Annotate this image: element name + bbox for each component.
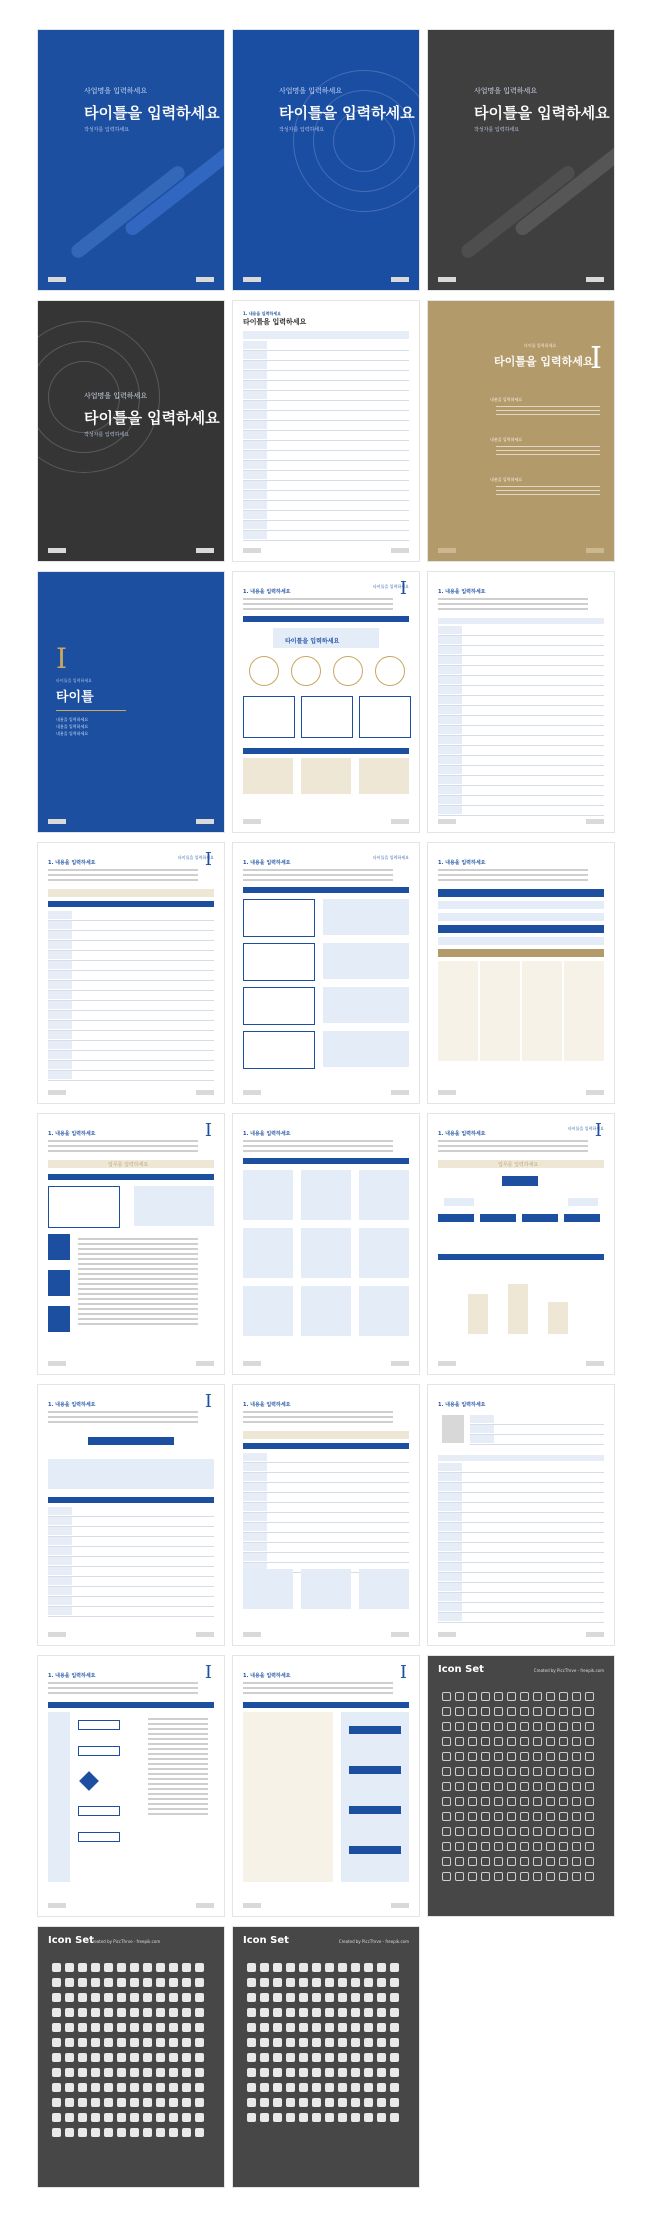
page-footer (48, 1090, 214, 1095)
content-box (323, 1031, 409, 1067)
doc-roman: I (204, 1120, 212, 1141)
cover-title: 타이틀을 입력하세요 (279, 104, 415, 122)
content-box (301, 696, 353, 738)
cover-subtitle: 사업명을 입력하세요 (84, 392, 148, 400)
doc-page-resume[interactable] (428, 1385, 614, 1645)
process-node (78, 1806, 120, 1816)
cover-page-gray[interactable] (428, 30, 614, 290)
icon-set-page-2[interactable] (38, 1927, 224, 2187)
circle-step (291, 656, 321, 686)
flow-box (134, 1186, 214, 1226)
podium (468, 1294, 488, 1334)
table-header (438, 1455, 604, 1461)
chapter-subtitle: 타이틀을 입력하세요 (56, 678, 93, 683)
doc-page-circles[interactable] (233, 572, 419, 832)
section-band (48, 1174, 214, 1180)
cover-subtitle: 사업명을 입력하세요 (84, 87, 148, 95)
icon-grid (247, 1963, 407, 2122)
icon-set-credit: Created by PiccThrve - freepik.com (338, 1939, 409, 1944)
doc-page-compare[interactable] (233, 1656, 419, 1916)
section-band (243, 616, 409, 622)
doc-page-finance[interactable] (233, 1385, 419, 1645)
table-rows (48, 911, 214, 1081)
section-band (243, 1443, 409, 1449)
toc-heading: 내용을 입력하세요 (490, 397, 523, 402)
profile-card (243, 1170, 293, 1220)
body-text-lines (243, 1682, 393, 1697)
icon-set-page-1[interactable] (428, 1656, 614, 1916)
page-footer (243, 1090, 409, 1095)
doc-roman: I (204, 1391, 212, 1412)
circle-step (333, 656, 363, 686)
process-node (78, 1720, 120, 1730)
table-rows (243, 1453, 409, 1573)
doc-page-profiles[interactable] (233, 1114, 419, 1374)
content-box (323, 943, 409, 979)
podium (508, 1284, 528, 1334)
cover-page-blue-rings[interactable] (233, 30, 419, 290)
compare-column (341, 1712, 409, 1882)
chapter-items (56, 716, 88, 737)
icon-set-title: Icon Set (48, 1935, 94, 1946)
icon-grid (52, 1963, 212, 2137)
chapter-item: 내용을 입력하세요 (56, 731, 89, 736)
doc-section: 1. 내용을 입력하세요 (243, 589, 291, 595)
profile-card (359, 1170, 409, 1220)
body-text-lines (48, 1411, 198, 1426)
org-node (480, 1214, 516, 1222)
cover-subtitle: 사업명을 입력하세요 (474, 87, 538, 95)
table-rows (48, 1507, 214, 1617)
cover-tagline: 작성자를 입력하세요 (474, 127, 520, 133)
doc-page-org[interactable] (428, 1114, 614, 1374)
process-column (48, 1712, 70, 1882)
toc-section (490, 437, 600, 458)
content-box (243, 943, 315, 981)
doc-page-grid[interactable] (38, 1385, 224, 1645)
body-text-lines (48, 1140, 198, 1155)
toc-section (490, 477, 600, 498)
doc-section: 1. 내용을 입력하세요 (48, 1402, 96, 1408)
template-preview-grid (38, 30, 614, 2187)
column-box (480, 961, 520, 1061)
flow-step (48, 1234, 70, 1260)
section-band (243, 887, 409, 893)
flow-step (48, 1306, 70, 1332)
doc-section: 1. 내용을 입력하세요 (48, 1673, 96, 1679)
toc-title: 타이틀을 입력하세요 (494, 355, 594, 368)
section-band (438, 1254, 604, 1260)
icon-grid (442, 1692, 602, 1881)
org-node (568, 1198, 598, 1206)
body-text-lines (48, 869, 198, 884)
body-text-lines (243, 1411, 393, 1426)
icon-set-title: Icon Set (438, 1664, 484, 1675)
doc-section: 1. 내용을 입력하세요 (438, 589, 486, 595)
table-page-title: 타이틀을 입력하세요 (243, 318, 307, 326)
section-band (243, 1702, 409, 1708)
doc-header: 타이틀을 입력하세요 (177, 855, 214, 860)
table-rows (438, 1463, 604, 1623)
page-footer (438, 277, 604, 282)
chapter-title: 타이틀 (56, 690, 94, 705)
toc-heading: 내용을 입력하세요 (490, 477, 523, 482)
profile-card (359, 1286, 409, 1336)
doc-header: 타이틀을 입력하세요 (567, 1126, 604, 1131)
avatar (442, 1415, 464, 1443)
column-box (438, 961, 478, 1061)
tan-box (301, 758, 351, 794)
content-box (359, 696, 411, 738)
org-top (502, 1176, 538, 1186)
chapter-page-blue[interactable] (38, 572, 224, 832)
section-band (243, 748, 409, 754)
content-box (243, 696, 295, 738)
page-footer (243, 1632, 409, 1637)
flow-step (48, 1270, 70, 1296)
table-page[interactable] (233, 301, 419, 561)
section-band (48, 901, 214, 907)
page-footer (438, 1632, 604, 1637)
table-header (438, 618, 604, 624)
compare-item (349, 1806, 401, 1814)
toc-heading: 내용을 입력하세요 (490, 437, 523, 442)
page-footer (48, 548, 214, 553)
page-footer (438, 1361, 604, 1366)
roman-numeral: I (590, 341, 602, 376)
table-page-caption: 1. 내용을 입력하세요 (243, 311, 281, 316)
decision-node (79, 1771, 99, 1791)
column-box (522, 961, 562, 1061)
page-footer (48, 1632, 214, 1637)
page-footer (438, 819, 604, 824)
divider (56, 710, 126, 711)
flow-box (48, 1186, 120, 1228)
toc-page-gold[interactable] (428, 301, 614, 561)
stack-bar (438, 889, 604, 897)
page-footer (243, 548, 409, 553)
chart-card (301, 1569, 351, 1609)
table-header (243, 331, 409, 339)
doc-section: 1. 내용을 입력하세요 (243, 1131, 291, 1137)
compare-column (243, 1712, 333, 1882)
profile-card (301, 1170, 351, 1220)
org-node (522, 1214, 558, 1222)
doc-page-table[interactable] (428, 572, 614, 832)
column-box (564, 961, 604, 1061)
profile-card (243, 1286, 293, 1336)
page-footer (48, 277, 214, 282)
body-text-lines (48, 1682, 198, 1697)
doc-roman: I (594, 1120, 602, 1141)
body-text-lines (243, 1140, 393, 1155)
content-box (243, 987, 315, 1025)
decorative-streak (459, 163, 578, 260)
header-bar (88, 1437, 174, 1445)
section-band (48, 1497, 214, 1503)
cover-tagline: 작성자를 입력하세요 (84, 432, 130, 438)
cover-page-dark-rings[interactable] (38, 301, 224, 561)
cover-tagline: 작성자를 입력하세요 (84, 127, 130, 133)
circle-step (375, 656, 405, 686)
cover-title: 타이틀을 입력하세요 (84, 409, 220, 427)
compare-item (349, 1726, 401, 1734)
org-node (444, 1198, 474, 1206)
page-footer (243, 819, 409, 824)
chapter-roman: I (56, 642, 68, 675)
profile-card (243, 1228, 293, 1278)
doc-roman: I (204, 1662, 212, 1683)
process-node (78, 1832, 120, 1842)
cover-title: 타이틀을 입력하세요 (474, 104, 610, 122)
doc-page-stack[interactable] (428, 843, 614, 1103)
big-title: 타이틀을 입력하세요 (285, 638, 340, 645)
body-text-lines (438, 598, 588, 613)
page-footer (48, 1361, 214, 1366)
doc-roman: I (399, 1662, 407, 1683)
page-footer (243, 1903, 409, 1908)
chart-card (243, 1569, 293, 1609)
section-band (243, 1158, 409, 1164)
content-box (243, 1031, 315, 1069)
compare-item (349, 1766, 401, 1774)
page-footer (438, 548, 604, 553)
compare-item (349, 1846, 401, 1854)
doc-header: 타이틀을 입력하세요 (372, 584, 409, 589)
stack-bar (438, 913, 604, 921)
doc-section: 1. 내용을 입력하세요 (243, 860, 291, 866)
label-band (243, 1431, 409, 1439)
profile-card (301, 1228, 351, 1278)
page-footer (243, 277, 409, 282)
icon-set-credit: Created by PiccThrve - freepik.com (533, 1668, 604, 1673)
cover-title: 타이틀을 입력하세요 (84, 104, 220, 122)
icon-set-page-3[interactable] (233, 1927, 419, 2187)
doc-page-flow[interactable] (38, 1114, 224, 1374)
chart-card (359, 1569, 409, 1609)
page-footer (48, 819, 214, 824)
page-footer (48, 1903, 214, 1908)
stack-bar (438, 949, 604, 957)
doc-roman: I (204, 849, 212, 870)
resume-info (470, 1415, 604, 1445)
tan-box (359, 758, 409, 794)
page-footer (438, 1090, 604, 1095)
cover-tagline: 작성자를 입력하세요 (279, 127, 325, 133)
doc-section: 1. 내용을 입력하세요 (243, 1673, 291, 1679)
process-node (78, 1746, 120, 1756)
body-text-lines (438, 1140, 588, 1155)
toc-section (490, 397, 600, 418)
icon-set-credit: Created by PiccThrve - freepik.com (90, 1939, 161, 1944)
doc-section: 1. 내용을 입력하세요 (438, 1131, 486, 1137)
page-footer (243, 1361, 409, 1366)
toc-subtitle: 타이틀 입력하세요 (524, 343, 557, 348)
section-band (48, 1702, 214, 1708)
body-text-lines (243, 869, 393, 884)
cover-subtitle: 사업명을 입력하세요 (279, 87, 343, 95)
doc-roman: I (399, 578, 407, 599)
center-label: 업무를 입력하세요 (108, 1162, 149, 1168)
podium (548, 1302, 568, 1334)
doc-page-boxes[interactable] (233, 843, 419, 1103)
label-band (48, 889, 214, 897)
table-rows (243, 341, 409, 541)
content-box (323, 899, 409, 935)
doc-section: 1. 내용을 입력하세요 (48, 860, 96, 866)
chapter-item: 내용을 입력하세요 (56, 717, 89, 722)
doc-page-process[interactable] (38, 1656, 224, 1916)
profile-card (359, 1228, 409, 1278)
stack-bar (438, 937, 604, 945)
cover-page-blue[interactable] (38, 30, 224, 290)
body-text-lines (438, 869, 588, 884)
profile-card (301, 1286, 351, 1336)
doc-page-list[interactable] (38, 843, 224, 1103)
table-rows (438, 626, 604, 816)
tan-box (243, 758, 293, 794)
icon-set-title: Icon Set (243, 1935, 289, 1946)
circle-step (249, 656, 279, 686)
content-box (323, 987, 409, 1023)
doc-section: 1. 내용을 입력하세요 (48, 1131, 96, 1137)
org-node (564, 1214, 600, 1222)
center-label: 업무를 입력하세요 (498, 1162, 539, 1168)
stack-bar (438, 925, 604, 933)
body-text-lines (243, 598, 393, 613)
doc-section: 1. 내용을 입력하세요 (243, 1402, 291, 1408)
content-box (243, 899, 315, 937)
grid-block (48, 1459, 214, 1489)
stack-bar (438, 901, 604, 909)
chapter-item: 내용을 입력하세요 (56, 724, 89, 729)
doc-section: 1. 내용을 입력하세요 (438, 860, 486, 866)
doc-section: 1. 내용을 입력하세요 (438, 1402, 486, 1408)
decorative-streak (69, 163, 188, 260)
doc-header: 타이틀을 입력하세요 (372, 855, 409, 860)
org-node (438, 1214, 474, 1222)
